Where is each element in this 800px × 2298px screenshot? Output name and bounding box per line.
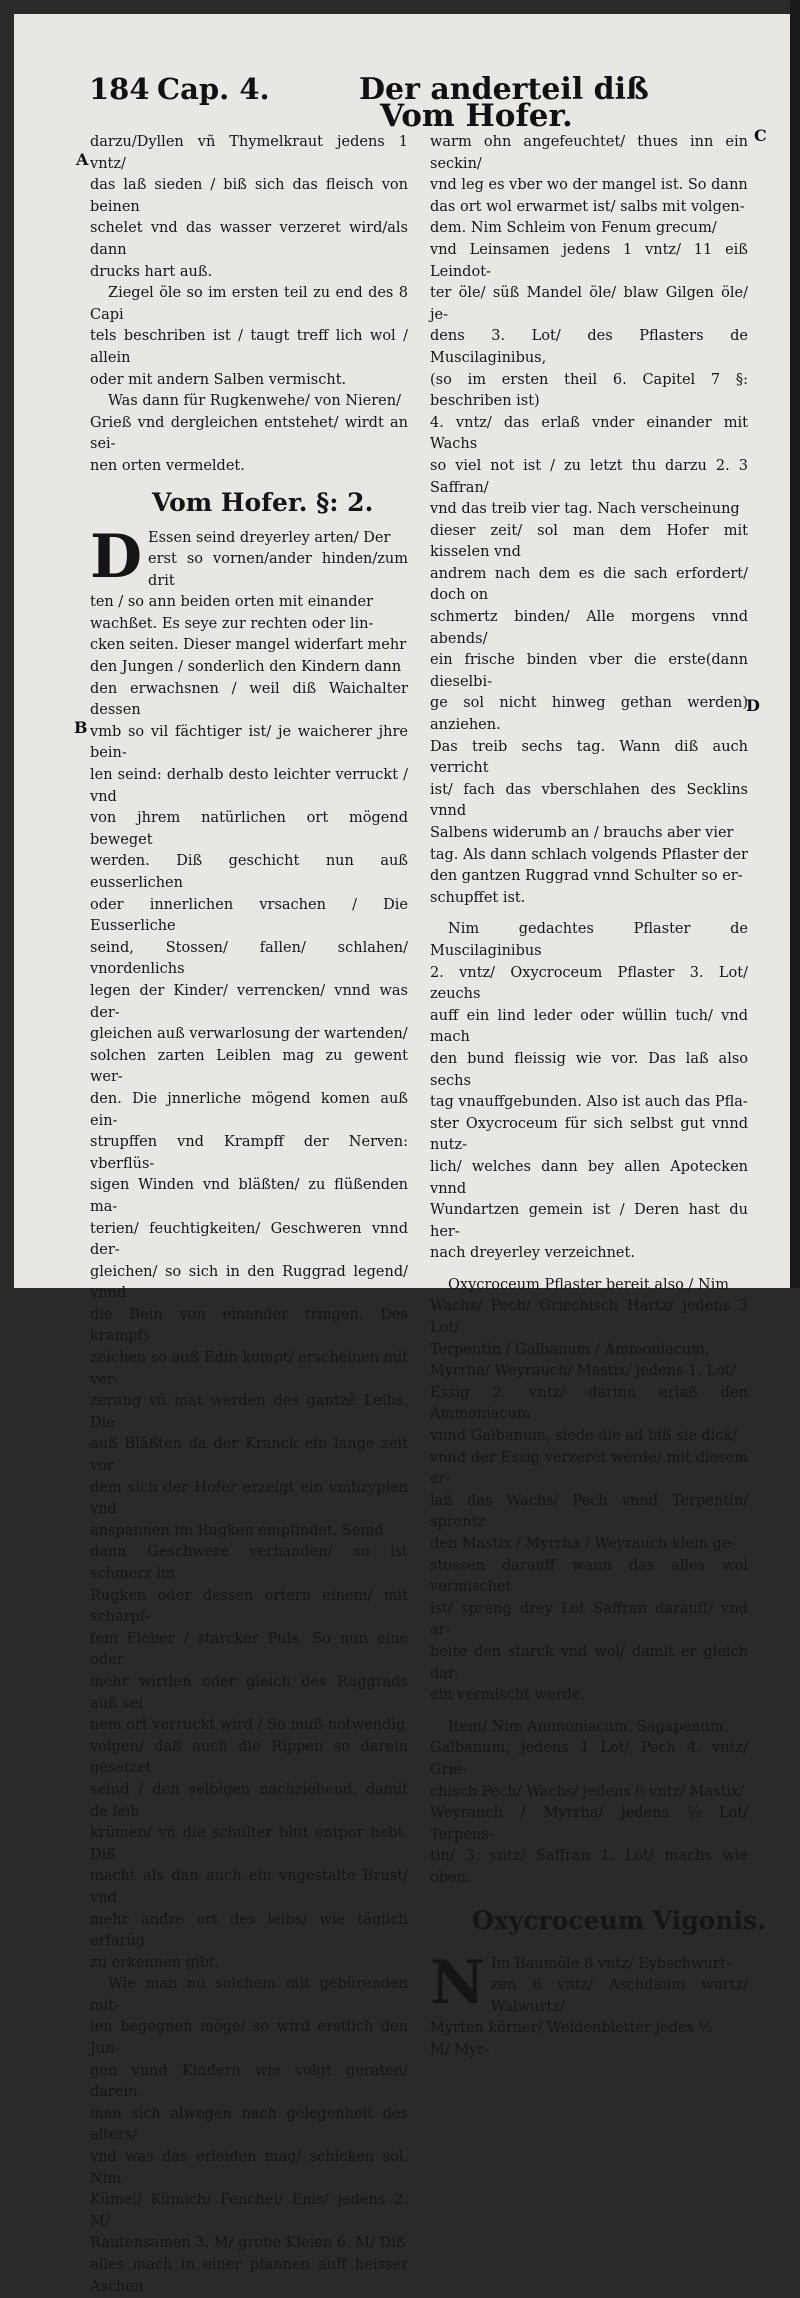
right-column	[430, 132, 766, 2061]
left-paragraph-1: darzu/Dyllen vñ Thymelkraut jedens 1 vntz/ das laß sieden / biß sich das fleisch von beinen schelet vnd das wasser verzeret wird/als dann drucks hart auß.	[90, 134, 408, 280]
left-paragraph-2: Ziegel öle so im ersten teil zu end des 8 Capi tels beschriben ist / taugt treff lich wol / allein oder mit andern Salben vermischt.	[90, 285, 408, 388]
scan-edge	[790, 0, 800, 1288]
page-number: 184	[89, 72, 150, 106]
right-paragraph-5	[430, 1947, 748, 2062]
left-paragraph-3: Was dann für Rugkenwehe/ von Nieren/ Grieß vnd dergleichen entstehet/ wirdt an sei- nen orten vermeldet.	[90, 393, 408, 474]
chapter-label: Cap. 4.	[157, 72, 270, 106]
oxycroceum-heading: Oxycroceum Vigonis.	[472, 1905, 766, 1935]
right-paragraph-4: Item/ Nim Ammoniacum, Sagapenum, Galbanum, jedens 1 Lot/ Pech 4. vntz/ Grie- chisch Pech/ Wachs/ jedens 6 vntz/ Mastix/ Weyrauch / Myrrha/ jedens ½ Lot/ Terpens- tin/ 3. vntz/ Saffran 1. Lot/ machs wie oben.	[430, 1718, 748, 1886]
right-paragraph-2: Nim gedachtes Pflaster de Muscilaginibus 2. vntz/ Oxycroceum Pflaster 3. Lot/ zeuchs auff ein lind leder oder wüllin tuch/ vnd mach den bund fleissig wie vor. Das laß also sechs tag vnauffgebunden. Also ist auch das Pfla- ster Oxycroceum für sich selbst gut vnnd nutz- lich/ welches dann bey allen Apotecken vnnd Wundartzen gemein ist / Deren hast du her- nach dreyerley verzeichnet.	[430, 921, 748, 1262]
left-column	[90, 132, 408, 2298]
drop-cap-d: D	[90, 521, 143, 592]
margin-marker-c: C	[754, 126, 767, 145]
right-paragraph-1: warm ohn angefeuchtet/ thues inn ein seckin/ vnd leg es vber wo der mangel ist. So dann das ort wol erwarmet ist/ salbs mit volgen- dem. Nim Schleim von Fenum grecum/ vnd Leinsamen jedens 1 vntz/ 11 eiß Leindot- ter öle/ süß Mandel öle/ blaw Gilgen öle/ je- dens 3. Lot/ des Pflasters de Muscilaginibus, (so im ersten theil 6. Capitel 7 §: beschriben ist) 4. vntz/ das erlaß vnder einander mit Wachs so viel not ist / zu letzt thu darzu 2. 3 Saffran/ vnd das treib vier tag. Nach verscheinung dieser zeit/ sol man dem Hofer mit kisselen vnd andrem nach dem es die sach erfordert/ doch on schmertz binden/ Alle morgens vnnd abends/ ein frische binden vber die erste(dann dieselbi- ge sol nicht hinweg gethan werden) anziehen. Das treib sechs tag. Wann diß auch verricht ist/ fach das vberschlahen des Secklins vnnd Salbens widerumb an / brauchs aber vier tag. Als dann schlach volgends Pflaster der den gantzen Ruggrad vnnd Schulter so er- schupffet ist.	[430, 134, 748, 906]
page-subtitle: Vom Hofer.	[380, 98, 573, 134]
left-paragraph-4	[90, 521, 408, 1975]
left-paragraph-4-body: Essen seind dreyerley arten/ Der erst so vornen/ander hinden/zum drit ten / so ann beiden orten mit einander wachßet. Es seye zur rechten oder lin- cken seiten. Dieser mangel widerfart mehr den Jungen / sonderlich den Kindern dann den erwachsnen / weil diß Waichalter dessen vmb so vil fächtiger ist/ je waicherer jhre bein- len seind: derhalb desto leichter verruckt / vnd von jhrem natürlichen ort mögend beweget werden. Diß geschicht nun auß eusserlichen oder innerlichen vrsachen / Die Eusserliche seind, Stossen/ fallen/ schlahen/ vnordenlichs legen der Kinder/ verrencken/ vnnd was der- gleichen auß verwarlosung der wartenden/ solchen zarten Leiblen mag zu gewent wer- den. Die jnnerliche mögend komen auß ein- strupffen vnd Krampff der Nerven: vberflüs- sigen Winden vnd bläßten/ zu flüßenden ma- terien/ feuchtigkeiten/ Geschweren vnnd der- gleichen/ so sich in den Ruggrad legend/ vnnd die Bein von einander tringen. Des krampfs zeichen so auß Edin kompt/ erscheinen mit ver- zerung vñ mat werden des gantzê Leibs. Die auß Bläßten da der Kranck ein lange zeit vor dem sich der Hofer erzeigt ein vmbzyplen vnd anspannen im Rugken empfindet. Seind dann Geschwere verhanden/ so ist schmerz im Rugken oder dessen ortern einem/ mit scharpf- fem Fieber / starcker Puls. So nun eine oder mehr wirtlen oder gleich des Ruggrads auß sei nem ort verruckt wird / So muß notwendig volgen/ daß auch die Rippen so darein gesetzet seind / den selbigen nachziehend, damit de leib krümen/ vñ die schulter blut entpor hebt. Diß macht als dan auch ein vngestalte Brust/ vnd mehr andre ort des leibs/ wie täglich erfarüg zu erkennen gibt.	[90, 529, 408, 1971]
right-paragraph-3: Oxycroceum Pflaster bereit also / Nim Wachs/ Pech/ Griechisch Hartz/ jedens 3 Lot/ Terpentin / Galbanum / Ammoniacum, Myrrha/ Weyrauch/ Mastix/ jedens 1. Lot/ Essig 2. vntz/ darinn erlaß den Ammoniacum vnnd Galbanum, siede die ad biß sie dick/ vnnd der Essig verzeret werde/ mit diesem er- laß das Wachs/ Pech vnnd Terpentin/ sprentz den Mastix / Myrrha / Weyrauch klein ge- stossen darauff wann das alles wol vermischet ist/ spreng drey Lot Saffran darauff/ vnd ar- beite den starck vnd wol/ damit er gleich dar- ein vermischt werde.	[430, 1276, 748, 1704]
right-paragraph-5-body: Im Baumöle 8 vntz/ Eybschwurt- zen 6 vntz/ Aschdaum wurtz/ Walwurtz/ Myrten körner/ Weidenbletter jedes ½ M/ Myr-	[430, 1955, 748, 2058]
drop-cap-n: N	[430, 1947, 485, 2018]
margin-marker-d: D	[746, 696, 760, 715]
margin-marker-b: B	[74, 718, 88, 737]
running-title: Der anderteil diß	[359, 72, 649, 107]
section-heading: Vom Hofer. §: 2.	[152, 487, 374, 517]
left-paragraph-5: Wie man nu solchem mit gebürenden mit- len begegnen möge/ so wird erstlich den Jun- gen vnnd Kindern wie volgt geraten/ darein man sich alwegen nach gelegenheit des alters/ vnd was das erleiden mag/ schicken sol. Nim Kümel/ Kümich/ Fenchel/ Enis/ jedens 2. M/ Rautensamen 3. M/ grobe Kleien 6. M/ Diß alles mach in einer pfannen auff heisser Aschen	[90, 1976, 408, 2295]
margin-marker-a: A	[76, 150, 89, 169]
